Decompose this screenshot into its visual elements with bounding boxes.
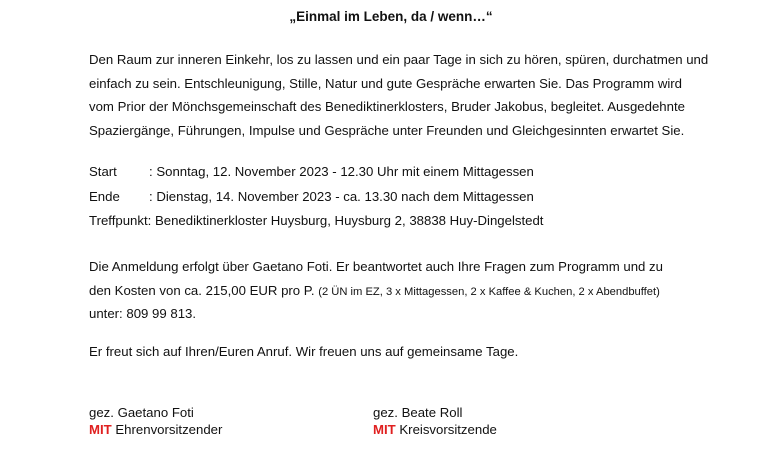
phone-line: unter: 809 99 813. bbox=[89, 306, 197, 321]
signature-foti bbox=[89, 404, 222, 438]
start-row bbox=[89, 164, 534, 179]
intro-line: Spaziergänge, Führungen, Impulse und Gespräche unter Freunden und Gleichgesinnten erwartet Sie. bbox=[89, 122, 685, 138]
intro-line: Den Raum zur inneren Einkehr, los zu lassen und ein paar Tage in sich zu hören, spüren, durchatmen und bbox=[89, 52, 709, 67]
cost-details: (2 ÜN im EZ, 3 x Mittagessen, 2 x Kaffee & Kuchen, 2 x Abendbuffet) bbox=[318, 286, 660, 298]
intro-line: einfach zu sein. Entschleunigung, Stille, Natur und gute Gespräche erwarten Sie. Das Programm wird bbox=[89, 75, 683, 91]
mit-label: MIT bbox=[373, 422, 396, 437]
signature-name: gez. Beate Roll bbox=[373, 405, 463, 420]
registration-cost-line bbox=[89, 283, 660, 298]
intro-line: vom Prior der Mönchsgemeinschaft des Benediktinerklosters, Bruder Jakobus, begleitet. Ausgedehnte bbox=[89, 99, 685, 114]
signature-role: Kreisvorsitzende bbox=[395, 422, 497, 437]
signature-name: gez. Gaetano Foti bbox=[89, 405, 194, 420]
end-label: Ende bbox=[89, 189, 120, 204]
registration-line: Die Anmeldung erfolgt über Gaetano Foti. Er beantwortet auch Ihre Fragen zum Programm und zu bbox=[89, 259, 663, 274]
signature-role-line bbox=[373, 421, 497, 438]
signature-role-line bbox=[89, 421, 222, 438]
meeting-point: Treffpunkt: Benediktinerkloster Huysburg, Huysburg 2, 38838 Huy-Dingelstedt bbox=[89, 213, 544, 228]
cost-text: den Kosten von ca. 215,00 EUR pro P. bbox=[89, 283, 319, 298]
mit-label: MIT bbox=[89, 422, 112, 437]
end-value: : Dienstag, 14. November 2023 - ca. 13.30 nach dem Mittagessen bbox=[149, 189, 534, 204]
closing-text: Er freut sich auf Ihren/Euren Anruf. Wir freuen uns auf gemeinsame Tage. bbox=[89, 344, 519, 359]
signature-role: Ehrenvorsitzender bbox=[111, 422, 223, 437]
intro-paragraph bbox=[89, 48, 749, 142]
start-value: : Sonntag, 12. November 2023 - 12.30 Uhr mit einem Mittagessen bbox=[149, 164, 534, 179]
signature-roll bbox=[373, 404, 497, 438]
end-row bbox=[89, 189, 534, 204]
start-label: Start bbox=[89, 164, 117, 179]
document-title: „Einmal im Leben, da / wenn…“ bbox=[289, 9, 493, 24]
